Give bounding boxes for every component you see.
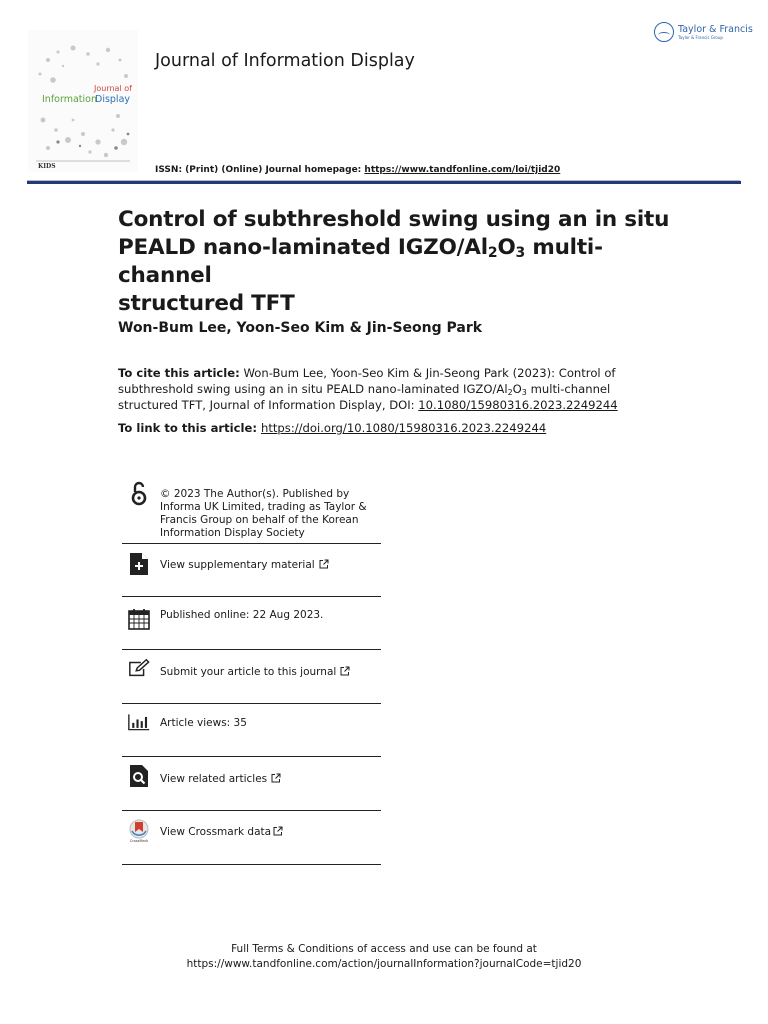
citation-text-a: Won-Bum Lee, Yoon-Seo Kim & Jin-Seong Park (2023): Control of subthreshold swing using an in situ PEALD nano-laminated IGZO/Al (118, 366, 616, 396)
title-sub-3: 3 (515, 245, 526, 261)
published-date: Published online: 22 Aug 2023. (160, 609, 324, 621)
crossmark-row[interactable] (122, 811, 381, 865)
citation-sub-2: 2 (507, 388, 513, 397)
article-doi-url[interactable]: https://doi.org/10.1080/15980316.2023.2249244 (260, 421, 547, 435)
cover-society-logo: KIDS (38, 163, 56, 170)
external-link-icon (273, 826, 283, 836)
citation-sub-3: 3 (521, 388, 527, 397)
journal-cover-image (28, 30, 138, 172)
published-row (122, 597, 381, 650)
title-line-3: structured TFT (118, 291, 295, 316)
supplementary-link[interactable] (160, 559, 329, 572)
article-info-panel (122, 480, 381, 865)
submit-label: Submit your article to this journal (160, 666, 337, 678)
title-line-2a: PEALD nano-laminated IGZO/Al (118, 235, 488, 260)
submit-row[interactable] (122, 650, 381, 704)
title-line-2c: multi-channel (118, 235, 603, 288)
crossmark-label: View Crossmark data (160, 826, 272, 838)
cover-display: Display (95, 94, 131, 105)
article-title (118, 206, 678, 318)
publisher-name: Taylor & Francis (678, 23, 753, 35)
journal-name[interactable]: Journal of Information Display (155, 51, 415, 71)
citation-text-b: O (512, 382, 522, 396)
citation-label: To cite this article: (118, 366, 240, 380)
calendar-icon (128, 607, 150, 631)
submit-article-link[interactable] (160, 666, 350, 679)
crossmark-caption: CrossMark (129, 839, 149, 843)
issn-text: ISSN: (Print) (Online) Journal homepage: (155, 165, 365, 175)
terms-footer (0, 942, 768, 972)
citation-block (118, 365, 618, 413)
open-access-row (122, 480, 381, 544)
cover-information: Information (42, 94, 97, 105)
views-row (122, 704, 381, 757)
crossmark-icon (128, 819, 150, 843)
article-views: Article views: 35 (160, 717, 247, 729)
related-row[interactable] (122, 757, 381, 811)
footer-terms-url[interactable]: https://www.tandfonline.com/action/journalInformation?journalCode=tjid20 (186, 958, 582, 970)
supplementary-row[interactable] (122, 544, 381, 597)
cover-journal-of: Journal of (94, 84, 132, 93)
publisher-logo[interactable] (654, 22, 753, 42)
title-line-1: Control of subthreshold swing using an in situ (118, 207, 670, 232)
edit-icon (128, 656, 150, 680)
header-divider-blue (27, 181, 741, 184)
citation-text-c: multi-channel structured TFT, Journal of Information Display, DOI: (118, 382, 611, 412)
title-line-2b: O (497, 235, 516, 260)
search-document-icon (128, 764, 150, 788)
related-articles-link[interactable] (160, 773, 281, 786)
bar-chart-icon (128, 710, 150, 734)
supplementary-label: View supplementary material (160, 559, 315, 571)
citation-doi-link[interactable]: 10.1080/15980316.2023.2249244 (418, 398, 618, 412)
add-file-icon (128, 552, 150, 576)
external-link-icon (319, 559, 329, 569)
title-sub-2: 2 (487, 245, 498, 261)
external-link-icon (340, 666, 350, 676)
taylor-francis-logo-icon (654, 22, 674, 42)
publisher-group: Taylor & Francis Group (678, 34, 723, 40)
related-label: View related articles (160, 773, 268, 785)
link-label: To link to this article: (118, 421, 257, 435)
open-access-text: © 2023 The Author(s). Published by Informa UK Limited, trading as Taylor & Francis Group on behalf of the Korean Information Display Society (160, 488, 367, 539)
open-access-icon (128, 482, 150, 506)
article-authors: Won-Bum Lee, Yoon-Seo Kim & Jin-Seong Park (118, 320, 483, 336)
footer-line-1: Full Terms & Conditions of access and use can be found at (231, 943, 537, 955)
crossmark-link[interactable] (160, 826, 283, 839)
journal-homepage-link[interactable]: https://www.tandfonline.com/loi/tjid20 (364, 165, 561, 175)
issn-line (155, 165, 560, 175)
external-link-icon (271, 773, 281, 783)
article-link-line (118, 421, 546, 435)
